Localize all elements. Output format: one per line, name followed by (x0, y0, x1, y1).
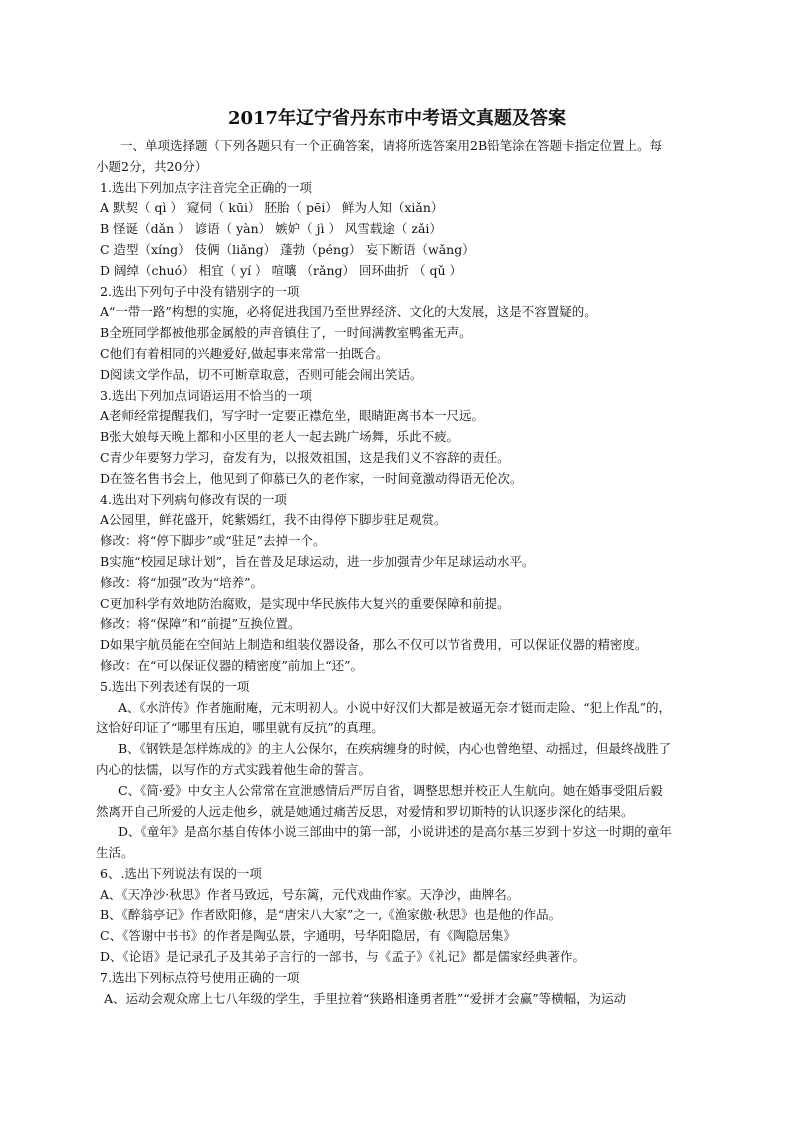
document-body (96, 136, 716, 1009)
question-6-option-b: B、《醉翁亭记》作者欧阳修，是“唐宋八大家”之一,《渔家傲·秋思》也是他的作品。 (100, 907, 562, 923)
question-5-stem: 5.选出下列表述有误的一项 (100, 678, 250, 694)
question-5-option-a: A、《水浒传》作者施耐庵，元末明初人。小说中好汉们大都是被逼无奈才铤而走险、“犯上作乱”的， (118, 699, 672, 715)
question-5-option-c: C、《简·爱》中女主人公常常在宣泄感情后严厉自省，调整思想并校正人生航向。她在婚事受阻后毅 (118, 782, 663, 798)
question-4-revision-d: 修改：在“可以保证仪器的精密度”前加上“还”。 (100, 657, 364, 673)
question-1-option-b: B 怪诞（dǎn ） 谚语（ yàn） 嫉妒（ jì ） 风雪载途（ zǎi） (100, 221, 442, 237)
question-7-stem: 7.选出下列标点符号使用正确的一项 (100, 969, 300, 985)
question-3-option-c: C青少年要努力学习，奋发有为，以报效祖国，这是我们义不容辞的责任。 (100, 449, 510, 465)
question-1-option-a: A 默契（ qì ） 窥伺（ kūi） 胚胎（ pēi） 鲜为人知（xiǎn） (100, 200, 444, 216)
question-4-option-a: A公园里，鲜花盛开，姹紫嫣红，我不由得停下脚步驻足观赏。 (100, 512, 447, 528)
question-6-option-c: C、《答谢中书书》的作者是陶弘景，字通明，号华阳隐居，有《陶隐居集》 (100, 928, 516, 944)
question-4-option-c: C更加科学有效地防治腐败，是实现中华民族伟大复兴的重要保障和前提。 (100, 595, 510, 611)
question-2-option-b: B全班同学都被他那金属般的声音镇住了，一时间满教室鸭雀无声。 (100, 325, 472, 341)
question-5-option-a-continued: 这恰好印证了“哪里有压迫，哪里就有反抗”的真理。 (96, 720, 384, 736)
document-title: 2017年辽宁省丹东市中考语文真题及答案 (227, 108, 567, 129)
question-6-option-d: D、《论语》是记录孔子及其弟子言行的一部书，与《孟子》《礼记》都是儒家经典著作。 (100, 949, 586, 965)
question-1-option-d: D 阔绰（chuó） 相宜（ yí ） 喧嚷 （rǎng） 回环曲折 （ qǔ ） (100, 262, 462, 278)
question-2-stem: 2.选出下列句子中没有错别字的一项 (100, 283, 300, 299)
question-4-revision-a: 修改：将“停下脚步”或“驻足”去掉一个。 (100, 533, 326, 549)
question-4-option-d: D如果宇航员能在空间站上制造和组装仪器设备，那么不仅可以节省费用，可以保证仪器的精密度。 (100, 637, 648, 653)
question-3-option-a: A老师经常提醒我们，写字时一定要正襟危坐，眼睛距离书本一尺远。 (100, 408, 485, 424)
question-5-option-b: B、《钢铁是怎样炼成的》的主人公保尔，在疾病缠身的时候，内心也曾绝望、动摇过，但最终战胜了 (118, 741, 671, 757)
question-3-option-d: D在签名售书会上，他见到了仰慕已久的老作家，一时间竟激动得语无伦次。 (100, 470, 523, 486)
question-2-option-c: C他们有着相同的兴趣爱好,做起事来常常一拍既合。 (100, 345, 389, 361)
question-4-option-b: B实施“校园足球计划”，旨在普及足球运动，进一步加强青少年足球运动水平。 (100, 553, 535, 569)
question-1-stem: 1.选出下列加点字注音完全正确的一项 (100, 179, 312, 195)
question-3-option-b: B张大娘每天晚上都和小区里的老人一起去跳广场舞，乐此不疲。 (100, 429, 460, 445)
section-heading-continued: 小题2分，共20分） (96, 158, 208, 174)
question-1-option-c: C 造型（xíng） 伎俩（liǎng） 蓬勃（péng） 妄下断语（wǎng） (100, 241, 475, 257)
question-3-stem: 3.选出下列加点词语运用不恰当的一项 (100, 387, 312, 403)
question-6-stem: 6、.选出下列说法有误的一项 (100, 865, 262, 881)
question-5-option-d: D、《童年》是高尔基自传体小说三部曲中的第一部，小说讲述的是高尔基三岁到十岁这一时期的童年 (118, 824, 672, 840)
section-heading: 一、单项选择题（下列各题只有一个正确答案，请将所选答案用2B铅笔涂在答题卡指定位置上。每 (120, 138, 663, 153)
question-5-option-c-continued: 然离开自己所爱的人远走他乡，就是她通过痛苦反思，对爱情和罗切斯特的认识逐步深化的结果。 (96, 803, 634, 819)
question-7-option-a: A、运动会观众席上七八年级的学生，手里拉着“狭路相逢勇者胜”“爱拼才会赢”等横幅，为运动 (104, 990, 627, 1006)
question-2-option-d: D阅读文学作品，切不可断章取意，否则可能会闹出笑话。 (100, 366, 423, 382)
question-4-stem: 4.选出对下列病句修改有误的一项 (100, 491, 287, 507)
question-5-option-b-continued: 内心的怯懦，以写作的方式实践着他生命的誓言。 (96, 761, 372, 777)
question-4-revision-b: 修改：将“加强”改为“培养”。 (100, 574, 264, 590)
question-2-option-a: A“一带一路”构想的实施，必将促进我国乃至世界经济、文化的大发展，这是不容置疑的。 (100, 304, 597, 320)
question-6-option-a: A、《天净沙·秋思》作者马致远，号东篱，元代戏曲作家。天净沙，曲牌名。 (100, 886, 520, 902)
question-4-revision-c: 修改：将“保障”和“前提”互换位置。 (100, 616, 301, 632)
question-5-option-d-continued: 生活。 (96, 845, 134, 861)
